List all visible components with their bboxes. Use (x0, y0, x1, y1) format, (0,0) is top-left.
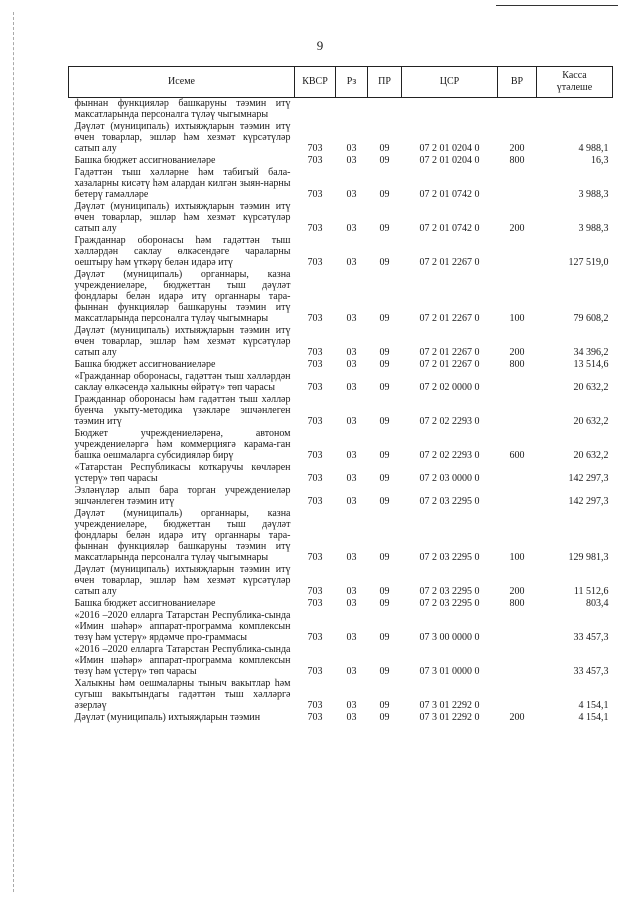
cell-kvsr: 703 (307, 416, 323, 427)
page-number: 9 (316, 38, 324, 53)
cell-amount: 127 519,0 (568, 257, 609, 268)
cell-kvsr: 703 (307, 586, 323, 597)
table-row (69, 598, 613, 610)
cell-name: «2016 –2020 елларга Татарстан Республика-сында «Имин шәһәр» аппарат-программа комплексын төзү һәм үстерү» ярдәмче про-граммасы (74, 610, 291, 643)
cell-name: Гражданнар оборонасы һәм гадәттән тыш хәлләрдән саклау өлкәсендәге чараларны оештыру һәм үткәрү белән идарә итү (74, 235, 291, 268)
table-row (69, 235, 613, 269)
budget-table (68, 66, 612, 724)
cell-csr: 07 2 01 0204 0 (419, 143, 480, 154)
cell-kvsr: 703 (307, 598, 323, 609)
cell-pr: 09 (379, 347, 390, 358)
cell-rz: 03 (346, 552, 357, 563)
header-csr: ЦСР (402, 67, 498, 98)
header-kvsr: КВСР (295, 67, 336, 98)
cell-name: Башка бюджет ассигнованиеләре (74, 359, 216, 370)
cell-vr: 800 (509, 359, 525, 370)
cell-pr: 09 (379, 223, 390, 234)
cell-vr (498, 167, 537, 201)
cell-amount: 79 608,2 (573, 313, 609, 324)
cell-name: Халыкны һәм оешмаларны тыныч вакытлар һәм сугыш вакытындагы гадәттән тыш хәлләргә әзерләү (74, 678, 291, 711)
cell-name: Башка бюджет ассигнованиеләре (74, 155, 216, 166)
cell-rz: 03 (346, 598, 357, 609)
cell-rz (336, 98, 368, 122)
cell-amount: 142 297,3 (568, 496, 609, 507)
cell-kvsr: 703 (307, 552, 323, 563)
cell-name: Гражданнар оборонасы һәм гадәттән тыш хәлләр буенча укыту-методика үзәкләре эшчәнлеген тәэмин итү (74, 394, 291, 427)
cell-vr: 200 (509, 712, 525, 723)
header-amount-line1: Касса (562, 70, 587, 81)
cell-amount: 4 988,1 (578, 143, 609, 154)
table-row (69, 508, 613, 564)
cell-kvsr: 703 (307, 382, 323, 393)
cell-csr: 07 3 00 0000 0 (419, 632, 480, 643)
cell-amount: 129 981,3 (568, 552, 609, 563)
cell-pr: 09 (379, 473, 390, 484)
cell-csr (402, 98, 498, 122)
cell-name: Дәүләт (муниципаль) ихтыяҗларын тәэмин итү өчен товарлар, эшләр һәм хезмәт күрсәтүләр сатып алу (74, 201, 291, 234)
table-row (69, 269, 613, 325)
cell-name: «2016 –2020 елларга Татарстан Республика-сында «Имин шәһәр» аппарат-программа комплексын төзү һәм үстерү» төп чарасы (74, 644, 291, 677)
cell-amount: 4 154,1 (578, 712, 609, 723)
table-row (69, 167, 613, 201)
table-row (69, 201, 613, 235)
binding-margin-marks (13, 12, 15, 892)
cell-rz: 03 (346, 313, 357, 324)
cell-amount: 16,3 (591, 155, 609, 166)
cell-rz: 03 (346, 450, 357, 461)
cell-rz: 03 (346, 473, 357, 484)
cell-pr: 09 (379, 496, 390, 507)
cell-pr: 09 (379, 666, 390, 677)
cell-kvsr: 703 (307, 700, 323, 711)
table-row (69, 644, 613, 678)
cell-name: Дәүләт (муниципаль) ихтыяҗларын тәэмин итү өчен товарлар, эшләр һәм хезмәт күрсәтүләр сатып алу (74, 121, 291, 154)
cell-name: Дәүләт (муниципаль) органнары, казна учреждениеләре, бюджеттан тыш дәүләт фондлары белән идарә итү органнары тара-фыннан функцияләр башкаруны тәэмин итү максатларында персоналга түләү чыгымнары (74, 269, 291, 324)
cell-vr (498, 98, 537, 122)
cell-vr: 800 (509, 155, 525, 166)
cell-pr: 09 (379, 189, 390, 200)
cell-csr: 07 2 03 2295 0 (419, 598, 480, 609)
cell-kvsr: 703 (307, 496, 323, 507)
cell-name: Гадәттән тыш хәлләрне һәм табигый бала-хазаларны кисәтү һәм алардан килгән зыян-нарны бетерү гамәлләре (74, 167, 291, 200)
cell-amount: 33 457,3 (573, 632, 609, 643)
cell-csr: 07 3 01 2292 0 (419, 700, 480, 711)
cell-pr: 09 (379, 359, 390, 370)
cell-amount: 11 512,6 (573, 586, 609, 597)
cell-pr: 09 (379, 632, 390, 643)
cell-rz: 03 (346, 143, 357, 154)
table-row (69, 610, 613, 644)
cell-pr: 09 (379, 382, 390, 393)
cell-csr: 07 2 01 2267 0 (419, 313, 480, 324)
cell-name: Эзләнүләр алып бара торган учреждениеләр эшчәнлеген тәэмин итү (74, 485, 291, 507)
cell-csr: 07 2 01 2267 0 (419, 257, 480, 268)
cell-rz: 03 (346, 223, 357, 234)
header-vr: ВР (498, 67, 537, 98)
cell-csr: 07 2 03 0000 0 (419, 473, 480, 484)
cell-kvsr: 703 (307, 223, 323, 234)
cell-kvsr: 703 (307, 473, 323, 484)
cell-kvsr: 703 (307, 347, 323, 358)
cell-kvsr: 703 (307, 143, 323, 154)
cell-vr (498, 394, 537, 428)
header-amount-line2: үтәлеше (556, 82, 593, 93)
cell-csr: 07 2 02 2293 0 (419, 416, 480, 427)
cell-csr: 07 2 01 0204 0 (419, 155, 480, 166)
cell-amount (537, 98, 613, 122)
cell-name: Дәүләт (муниципаль) ихтыяҗларын тәэмин итү өчен товарлар, эшләр һәм хезмәт күрсәтүләр сатып алу (74, 325, 291, 358)
cell-amount: 33 457,3 (573, 666, 609, 677)
cell-pr: 09 (379, 143, 390, 154)
cell-name: фыннан функцияләр башкаруны тәэмин итү максатларында персоналга түләү чыгымнары (74, 98, 291, 120)
cell-vr: 600 (509, 450, 525, 461)
cell-rz: 03 (346, 359, 357, 370)
cell-csr: 07 2 01 0742 0 (419, 223, 480, 234)
cell-amount: 20 632,2 (573, 416, 609, 427)
cell-kvsr: 703 (307, 155, 323, 166)
header-name: Исеме (69, 67, 295, 98)
cell-rz: 03 (346, 632, 357, 643)
table-row (69, 678, 613, 712)
cell-kvsr: 703 (307, 632, 323, 643)
cell-csr: 07 2 03 2295 0 (419, 586, 480, 597)
cell-csr: 07 2 03 2295 0 (419, 552, 480, 563)
table-row (69, 121, 613, 155)
cell-amount: 4 154,1 (578, 700, 609, 711)
cell-kvsr (295, 98, 336, 122)
cell-rz: 03 (346, 155, 357, 166)
top-rule (496, 5, 618, 6)
cell-vr (498, 485, 537, 508)
cell-pr: 09 (379, 416, 390, 427)
cell-kvsr: 703 (307, 712, 323, 723)
cell-csr: 07 2 01 2267 0 (419, 347, 480, 358)
cell-pr: 09 (379, 700, 390, 711)
header-rz: Рз (336, 67, 368, 98)
cell-vr: 200 (509, 586, 525, 597)
cell-name: «Татарстан Республикасы коткаручы көчләрен үстерү» төп чарасы (74, 462, 291, 484)
table-row (69, 428, 613, 462)
cell-amount: 20 632,2 (573, 450, 609, 461)
cell-amount: 3 988,3 (578, 223, 609, 234)
cell-csr: 07 2 02 0000 0 (419, 382, 480, 393)
table-row (69, 485, 613, 508)
cell-name: Дәүләт (муниципаль) ихтыяҗларын тәэмин (74, 712, 261, 723)
cell-rz: 03 (346, 382, 357, 393)
cell-rz: 03 (346, 416, 357, 427)
cell-rz: 03 (346, 189, 357, 200)
cell-name: Бюджет учреждениеләренә, автоном учреждениеләргә һәм коммерциягә карама-ган башка оешмаларга субсидияләр бирү (74, 428, 291, 461)
cell-name: Башка бюджет ассигнованиеләре (74, 598, 216, 609)
cell-kvsr: 703 (307, 450, 323, 461)
cell-pr: 09 (379, 155, 390, 166)
cell-kvsr: 703 (307, 257, 323, 268)
cell-rz: 03 (346, 700, 357, 711)
cell-rz: 03 (346, 257, 357, 268)
cell-name: Дәүләт (муниципаль) органнары, казна учреждениеләре, бюджеттан тыш дәүләт фондлары белән идарә итү органнары тара-фыннан функцияләр башкаруны тәэмин итү максатларында персоналга түләү чыгымнары (74, 508, 291, 563)
cell-amount: 142 297,3 (568, 473, 609, 484)
table-row (69, 325, 613, 359)
cell-amount: 803,4 (586, 598, 609, 609)
table-row (69, 359, 613, 371)
cell-vr (498, 644, 537, 678)
cell-pr: 09 (379, 598, 390, 609)
cell-vr: 200 (509, 143, 525, 154)
cell-rz: 03 (346, 496, 357, 507)
table-row (69, 712, 613, 724)
cell-pr: 09 (379, 712, 390, 723)
cell-vr: 200 (509, 223, 525, 234)
cell-pr: 09 (379, 450, 390, 461)
table-row (69, 462, 613, 485)
cell-amount: 3 988,3 (578, 189, 609, 200)
cell-csr: 07 2 02 2293 0 (419, 450, 480, 461)
cell-rz: 03 (346, 347, 357, 358)
cell-pr: 09 (379, 257, 390, 268)
cell-kvsr: 703 (307, 666, 323, 677)
cell-csr: 07 2 01 2267 0 (419, 359, 480, 370)
table-row (69, 371, 613, 394)
table-header-row (69, 67, 613, 98)
cell-vr (498, 462, 537, 485)
cell-vr (498, 678, 537, 712)
cell-rz: 03 (346, 666, 357, 677)
cell-vr: 800 (509, 598, 525, 609)
cell-name: «Гражданнар оборонасы, гадәттән тыш хәлләрдән саклау өлкәсендә халыкны өйрәтү» төп чарасы (74, 371, 291, 393)
cell-csr: 07 3 01 0000 0 (419, 666, 480, 677)
cell-vr (498, 610, 537, 644)
table-row (69, 98, 613, 122)
cell-csr: 07 3 01 2292 0 (419, 712, 480, 723)
cell-amount: 20 632,2 (573, 382, 609, 393)
cell-vr (498, 371, 537, 394)
cell-kvsr: 703 (307, 359, 323, 370)
table-body (69, 98, 613, 725)
cell-kvsr: 703 (307, 313, 323, 324)
cell-pr: 09 (379, 313, 390, 324)
table-row (69, 394, 613, 428)
cell-name: Дәүләт (муниципаль) ихтыяҗларын тәэмин итү өчен товарлар, эшләр һәм хезмәт күрсәтүләр сатып алу (74, 564, 291, 597)
cell-rz: 03 (346, 712, 357, 723)
cell-amount: 34 396,2 (573, 347, 609, 358)
header-amount (537, 67, 613, 98)
cell-amount: 13 514,6 (573, 359, 609, 370)
table-row (69, 564, 613, 598)
cell-vr: 100 (509, 552, 525, 563)
cell-csr: 07 2 01 0742 0 (419, 189, 480, 200)
cell-rz: 03 (346, 586, 357, 597)
budget-table-grid (68, 66, 613, 724)
cell-vr: 200 (509, 347, 525, 358)
header-pr: ПР (368, 67, 402, 98)
cell-pr (368, 98, 402, 122)
cell-kvsr: 703 (307, 189, 323, 200)
cell-csr: 07 2 03 2295 0 (419, 496, 480, 507)
cell-pr: 09 (379, 586, 390, 597)
table-row (69, 155, 613, 167)
cell-pr: 09 (379, 552, 390, 563)
cell-vr (498, 235, 537, 269)
cell-vr: 100 (509, 313, 525, 324)
